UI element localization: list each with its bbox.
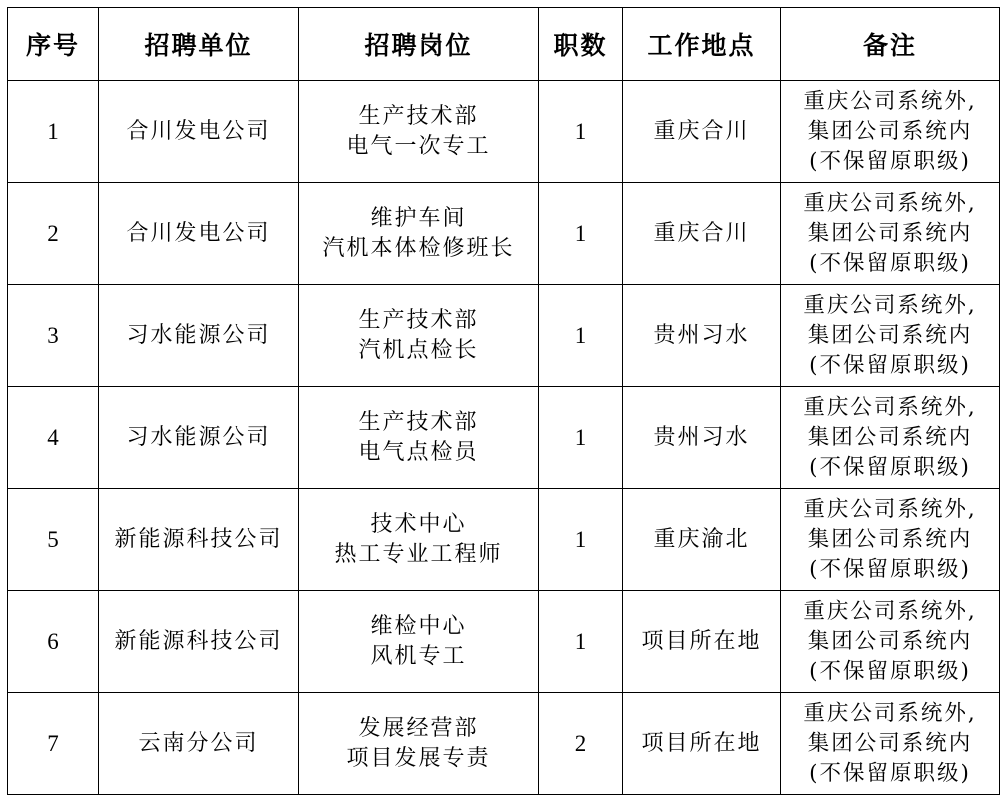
cell-recruiting-unit: 合川发电公司: [99, 183, 299, 285]
cell-work-location: 贵州习水: [623, 387, 781, 489]
header-serial-number: 序号: [8, 8, 99, 81]
cell-remarks: [781, 183, 1000, 285]
cell-work-location: 贵州习水: [623, 285, 781, 387]
cell-recruiting-unit: 新能源科技公司: [99, 489, 299, 591]
cell-position: [299, 285, 539, 387]
table-row: [8, 591, 1000, 693]
remark-line: (不保留原职级): [809, 454, 971, 480]
remark-line: 重庆公司系统外,: [803, 496, 977, 522]
position-department: 技术中心: [370, 511, 467, 537]
position-department: 生产技术部: [358, 103, 479, 129]
cell-serial-number: 5: [8, 489, 99, 591]
table-header-row: [8, 8, 1000, 81]
position-title: 电气一次专工: [346, 133, 491, 159]
position-title: 汽机本体检修班长: [322, 235, 515, 261]
cell-work-location: 重庆合川: [623, 81, 781, 183]
cell-remarks: [781, 387, 1000, 489]
cell-serial-number: 1: [8, 81, 99, 183]
cell-serial-number: 2: [8, 183, 99, 285]
position-department: 维护车间: [370, 205, 467, 231]
cell-recruiting-unit: 习水能源公司: [99, 285, 299, 387]
cell-remarks: [781, 591, 1000, 693]
table-row: [8, 81, 1000, 183]
remark-line: 重庆公司系统外,: [803, 292, 977, 318]
remark-line: 重庆公司系统外,: [803, 700, 977, 726]
cell-headcount: 1: [539, 183, 623, 285]
remark-line: (不保留原职级): [809, 760, 971, 786]
position-department: 生产技术部: [358, 307, 479, 333]
cell-remarks: [781, 285, 1000, 387]
cell-remarks: [781, 81, 1000, 183]
remark-line: 集团公司系统内: [807, 118, 973, 144]
table-row: [8, 693, 1000, 795]
remark-line: 集团公司系统内: [807, 730, 973, 756]
remark-line: 集团公司系统内: [807, 424, 973, 450]
header-recruiting-unit: 招聘单位: [99, 8, 299, 81]
cell-work-location: 重庆渝北: [623, 489, 781, 591]
cell-position: [299, 183, 539, 285]
cell-headcount: 2: [539, 693, 623, 795]
header-headcount: 职数: [539, 8, 623, 81]
cell-position: [299, 489, 539, 591]
remark-line: 重庆公司系统外,: [803, 190, 977, 216]
table-row: [8, 387, 1000, 489]
remark-line: 集团公司系统内: [807, 322, 973, 348]
table-row: [8, 489, 1000, 591]
cell-remarks: [781, 693, 1000, 795]
header-remarks: 备注: [781, 8, 1000, 81]
position-title: 热工专业工程师: [334, 541, 503, 567]
remark-line: (不保留原职级): [809, 148, 971, 174]
table-row: [8, 285, 1000, 387]
cell-work-location: 重庆合川: [623, 183, 781, 285]
cell-serial-number: 7: [8, 693, 99, 795]
cell-recruiting-unit: 习水能源公司: [99, 387, 299, 489]
position-title: 风机专工: [370, 643, 467, 669]
cell-position: [299, 81, 539, 183]
header-work-location: 工作地点: [623, 8, 781, 81]
table-row: [8, 183, 1000, 285]
position-department: 生产技术部: [358, 409, 479, 435]
cell-headcount: 1: [539, 81, 623, 183]
cell-headcount: 1: [539, 387, 623, 489]
remark-line: (不保留原职级): [809, 556, 971, 582]
position-title: 电气点检员: [358, 439, 479, 465]
remark-line: 集团公司系统内: [807, 220, 973, 246]
cell-position: [299, 693, 539, 795]
cell-recruiting-unit: 合川发电公司: [99, 81, 299, 183]
cell-serial-number: 3: [8, 285, 99, 387]
remark-line: 重庆公司系统外,: [803, 394, 977, 420]
position-title: 项目发展专责: [346, 745, 491, 771]
remark-line: (不保留原职级): [809, 352, 971, 378]
cell-headcount: 1: [539, 591, 623, 693]
recruitment-table: [7, 7, 1000, 795]
cell-position: [299, 387, 539, 489]
cell-remarks: [781, 489, 1000, 591]
header-position: 招聘岗位: [299, 8, 539, 81]
cell-work-location: 项目所在地: [623, 693, 781, 795]
cell-headcount: 1: [539, 285, 623, 387]
position-department: 维检中心: [370, 613, 467, 639]
cell-recruiting-unit: 新能源科技公司: [99, 591, 299, 693]
cell-position: [299, 591, 539, 693]
remark-line: (不保留原职级): [809, 658, 971, 684]
cell-work-location: 项目所在地: [623, 591, 781, 693]
cell-serial-number: 4: [8, 387, 99, 489]
cell-recruiting-unit: 云南分公司: [99, 693, 299, 795]
remark-line: (不保留原职级): [809, 250, 971, 276]
remark-line: 重庆公司系统外,: [803, 598, 977, 624]
remark-line: 集团公司系统内: [807, 526, 973, 552]
position-department: 发展经营部: [358, 715, 479, 741]
position-title: 汽机点检长: [358, 337, 479, 363]
cell-headcount: 1: [539, 489, 623, 591]
remark-line: 集团公司系统内: [807, 628, 973, 654]
remark-line: 重庆公司系统外,: [803, 88, 977, 114]
cell-serial-number: 6: [8, 591, 99, 693]
